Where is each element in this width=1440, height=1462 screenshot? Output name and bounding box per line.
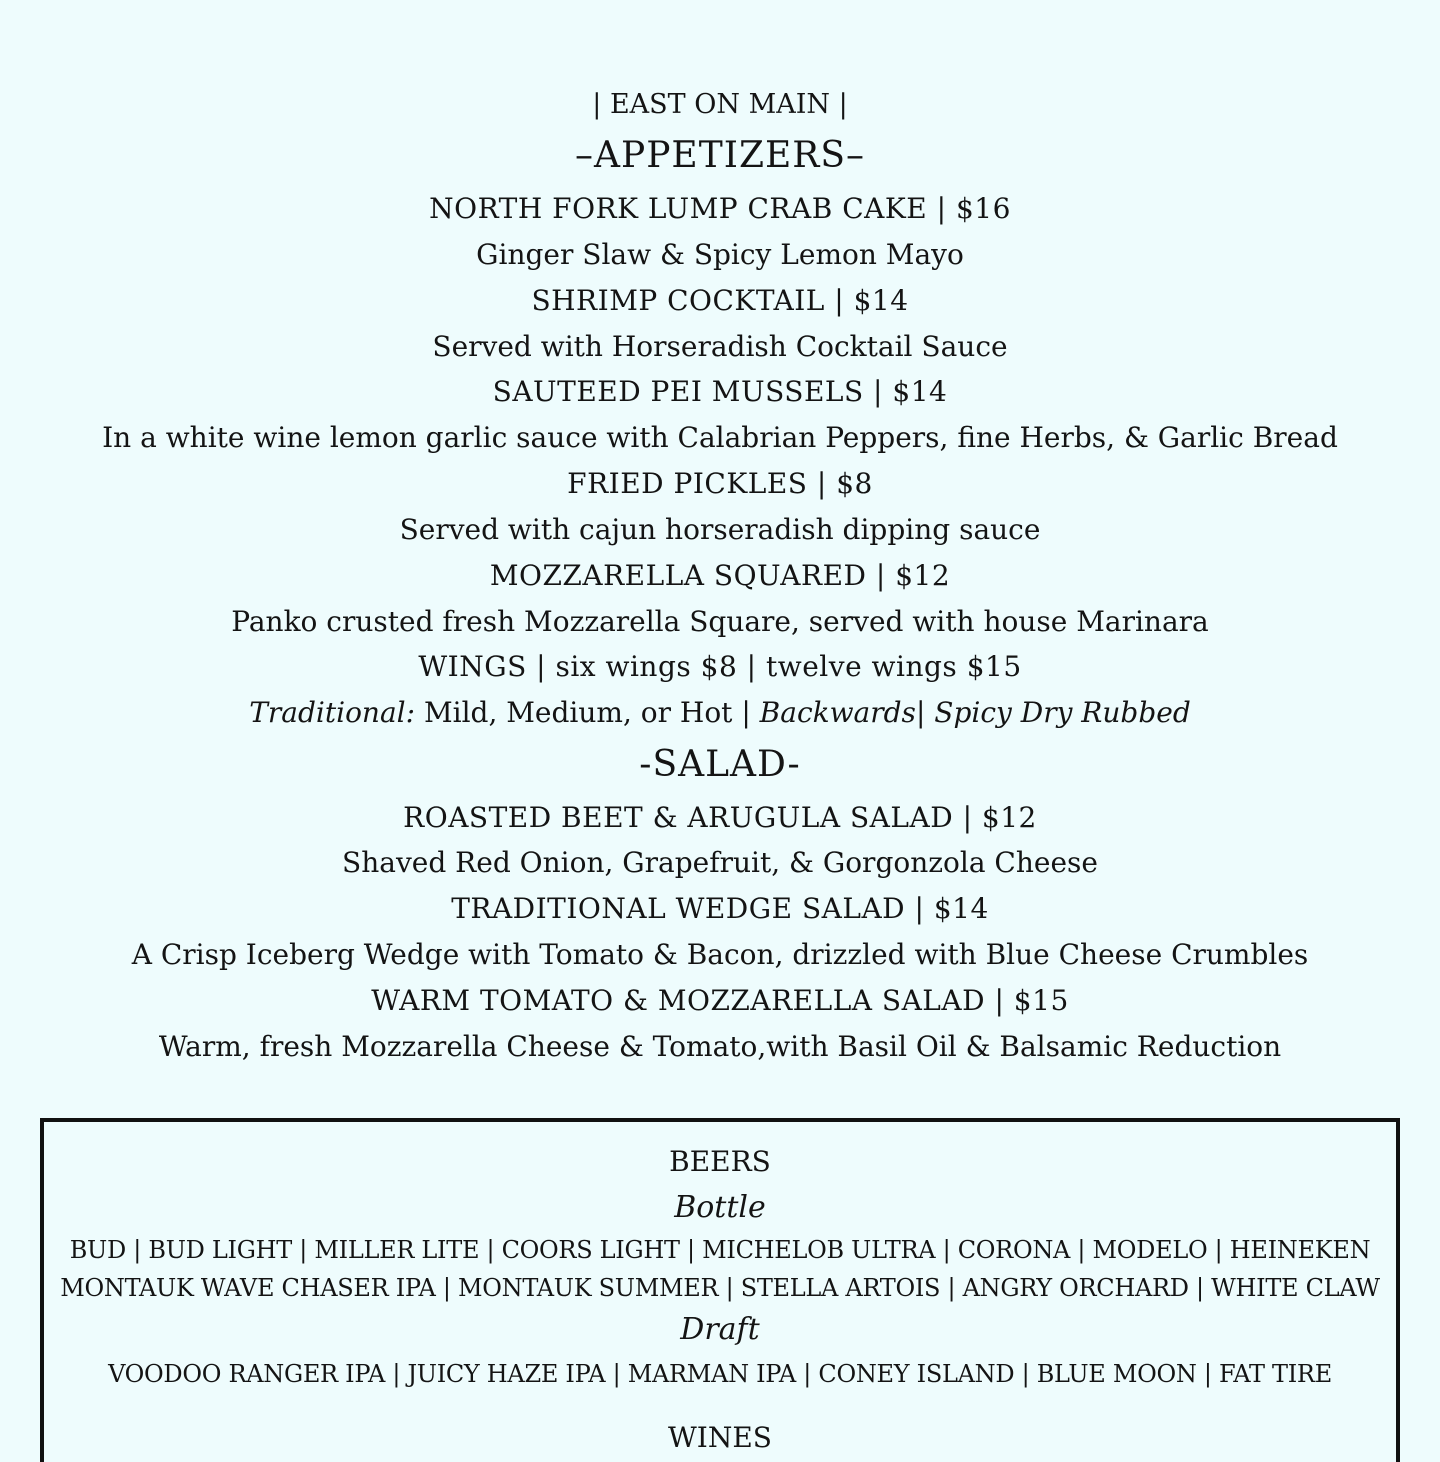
- salad-item-desc: Warm, fresh Mozzarella Cheese & Tomato,with Basil Oil & Balsamic Reduction: [158, 1030, 1282, 1063]
- appetizer-item-desc: Panko crusted fresh Mozzarella Square, served with house Marinara: [231, 605, 1209, 638]
- draft-heading: Draft: [680, 1312, 760, 1347]
- salad-heading: -SALAD-: [639, 744, 801, 785]
- appetizer-item-name: MOZZARELLA SQUARED | $12: [489, 559, 951, 592]
- wines-heading: WINES: [668, 1421, 772, 1454]
- salad-item-desc: Shaved Red Onion, Grapefruit, & Gorgonzola Cheese: [342, 846, 1098, 879]
- wings-backwards: Backwards: [759, 696, 916, 729]
- appetizer-item-desc: In a white wine lemon garlic sauce with Calabrian Peppers, fine Herbs, & Garlic Bread: [102, 421, 1338, 454]
- appetizer-item-name: FRIED PICKLES | $8: [567, 467, 873, 500]
- salad-item-name: ROASTED BEET & ARUGULA SALAD | $12: [403, 801, 1037, 834]
- wings-separator: |: [915, 696, 935, 729]
- salad-item-desc: A Crisp Iceberg Wedge with Tomato & Bacon, drizzled with Blue Cheese Crumbles: [131, 938, 1309, 971]
- appetizer-item-name: NORTH FORK LUMP CRAB CAKE | $16: [429, 192, 1011, 225]
- appetizers-heading: –APPETIZERS–: [574, 135, 865, 176]
- salad-item-name: TRADITIONAL WEDGE SALAD | $14: [451, 892, 989, 925]
- wings-spicy: Spicy Dry Rubbed: [934, 696, 1191, 729]
- appetizer-item-name: SAUTEED PEI MUSSELS | $14: [492, 375, 948, 408]
- appetizer-item-desc: Served with cajun horseradish dipping sauce: [399, 513, 1041, 546]
- beers-heading: BEERS: [669, 1145, 771, 1178]
- salad-item-name: WARM TOMATO & MOZZARELLA SALAD | $15: [371, 984, 1069, 1017]
- appetizer-item-desc: Served with Horseradish Cocktail Sauce: [432, 330, 1008, 363]
- restaurant-name: | EAST ON MAIN |: [592, 89, 848, 120]
- appetizer-item-desc: Ginger Slaw & Spicy Lemon Mayo: [476, 238, 964, 271]
- drinks-box: [40, 1118, 1400, 1462]
- appetizer-item-name: SHRIMP COCKTAIL | $14: [531, 284, 909, 317]
- draft-beers-line: VOODOO RANGER IPA | JUICY HAZE IPA | MARMAN IPA | CONEY ISLAND | BLUE MOON | FAT TIRE: [108, 1360, 1332, 1388]
- wings-traditional-text: Mild, Medium, or Hot |: [415, 696, 760, 729]
- bottle-beers-line: BUD | BUD LIGHT | MILLER LITE | COORS LIGHT | MICHELOB ULTRA | CORONA | MODELO | HEINEKEN: [69, 1236, 1371, 1264]
- appetizer-item-name: WINGS | six wings $8 | twelve wings $15: [418, 650, 1022, 683]
- wings-flavor-options: [0, 693, 1440, 733]
- bottle-heading: Bottle: [674, 1190, 766, 1225]
- bottle-beers-line: MONTAUK WAVE CHASER IPA | MONTAUK SUMMER | STELLA ARTOIS | ANGRY ORCHARD | WHITE CLAW: [60, 1274, 1380, 1302]
- wings-traditional-label: Traditional:: [249, 696, 416, 729]
